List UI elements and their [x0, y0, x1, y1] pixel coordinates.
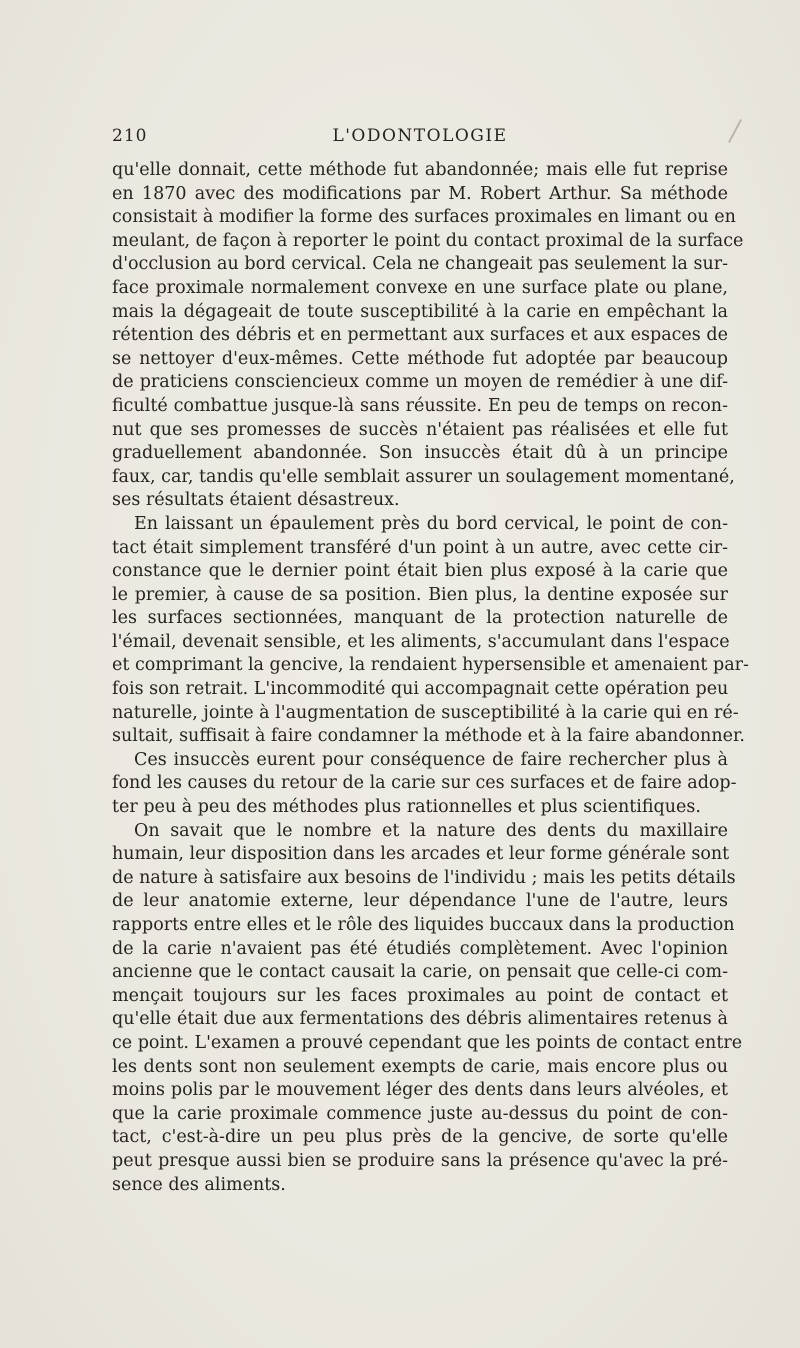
text-line: naturelle, jointe à l'augmentation de susceptibilité à la carie qui en ré-	[112, 702, 739, 723]
text-line: mençait toujours sur les faces proximales au point de contact et	[112, 985, 728, 1006]
text-line: ficulté combattue jusque-là sans réussite. En peu de temps on recon-	[112, 395, 728, 416]
text-line: rapports entre elles et le rôle des liquides buccaux dans la production	[112, 915, 735, 935]
text-line: peut presque aussi bien se produire sans la présence qu'avec la pré-	[112, 1150, 728, 1171]
text-line: rétention des débris et en permettant aux surfaces et aux espaces de	[112, 325, 728, 346]
text-line: On savait que le nombre et la nature des dents du maxillaire	[134, 820, 728, 841]
text-line: de praticiens consciencieux comme un moyen de remédier à une dif-	[112, 372, 728, 393]
text-line: fois son retrait. L'incommodité qui accompagnait cette opération peu	[112, 679, 729, 700]
journal-title: L'ODONTOLOGIE	[332, 126, 508, 146]
text-line: se nettoyer d'eux-mêmes. Cette méthode fut adoptée par beaucoup	[112, 348, 728, 369]
text-line: humain, leur disposition dans les arcades et leur forme générale sont	[112, 844, 730, 865]
text-line: faux, car, tandis qu'elle semblait assurer un soulagement momentané,	[112, 466, 735, 487]
text-line: les surfaces sectionnées, manquant de la protection naturelle de	[112, 608, 728, 629]
text-line: nut que ses promesses de succès n'étaient pas réalisées et elle fut	[112, 419, 728, 440]
text-line: ancienne que le contact causait la carie, on pensait que celle-ci com-	[112, 962, 728, 983]
text-line: face proximale normalement convexe en une surface plate ou plane,	[112, 277, 728, 298]
running-head	[112, 126, 728, 152]
text-line: de la carie n'avaient pas été étudiés complètement. Avec l'opinion	[112, 938, 728, 959]
text-line: tact, c'est-à-dire un peu plus près de la gencive, de sorte qu'elle	[112, 1127, 728, 1148]
text-line: consistait à modifier la forme des surfaces proximales en limant ou en	[112, 207, 736, 228]
text-line: d'occlusion au bord cervical. Cela ne changeait pas seulement la sur-	[112, 254, 728, 275]
text-line: les dents sont non seulement exempts de carie, mais encore plus ou	[112, 1056, 728, 1077]
text-line: Ces insuccès eurent pour conséquence de faire rechercher plus à	[134, 749, 728, 770]
text-line: le premier, à cause de sa position. Bien plus, la dentine exposée sur	[112, 584, 728, 605]
margin-pencil-mark	[728, 119, 742, 143]
text-line: que la carie proximale commence juste au-dessus du point de con-	[112, 1103, 728, 1124]
text-line: mais la dégageait de toute susceptibilité à la carie en empêchant la	[112, 301, 728, 322]
text-line: ce point. L'examen a prouvé cependant que les points de contact entre	[112, 1032, 743, 1053]
text-line: sultait, suffisait à faire condamner la méthode et à la faire abandonner.	[112, 726, 745, 747]
text-line: sence des aliments.	[112, 1174, 286, 1195]
text-line: fond les causes du retour de la carie sur ces surfaces et de faire adop-	[112, 773, 737, 794]
text-line: de leur anatomie externe, leur dépendance l'une de l'autre, leurs	[112, 891, 728, 912]
text-line: constance que le dernier point était bien plus exposé à la carie que	[112, 561, 728, 582]
text-line: ses résultats étaient désastreux.	[112, 490, 400, 511]
text-line: qu'elle donnait, cette méthode fut abandonnée; mais elle fut reprise	[112, 160, 728, 180]
text-line: ter peu à peu des méthodes plus rationnelles et plus scientifiques.	[112, 797, 701, 818]
text-line: de nature à satisfaire aux besoins de l'individu ; mais les petits détails	[112, 867, 736, 888]
text-line: qu'elle était due aux fermentations des débris alimentaires retenus à	[112, 1009, 728, 1030]
text-line: l'émail, devenait sensible, et les aliments, s'accumulant dans l'espace	[112, 631, 730, 652]
text-line: En laissant un épaulement près du bord cervical, le point de con-	[134, 513, 728, 534]
text-line: et comprimant la gencive, la rendaient hypersensible et amenaient par-	[112, 655, 749, 676]
text-line: moins polis par le mouvement léger des dents dans leurs alvéoles, et	[112, 1080, 728, 1101]
body-text	[112, 159, 749, 1197]
text-line: meulant, de façon à reporter le point du contact proximal de la surface	[112, 230, 744, 251]
page-number: 210	[112, 126, 148, 146]
text-line: graduellement abandonnée. Son insuccès était dû à un principe	[112, 443, 728, 464]
text-line: tact était simplement transféré d'un point à un autre, avec cette cir-	[112, 537, 728, 558]
text-line: en 1870 avec des modifications par M. Robert Arthur. Sa méthode	[112, 183, 728, 204]
